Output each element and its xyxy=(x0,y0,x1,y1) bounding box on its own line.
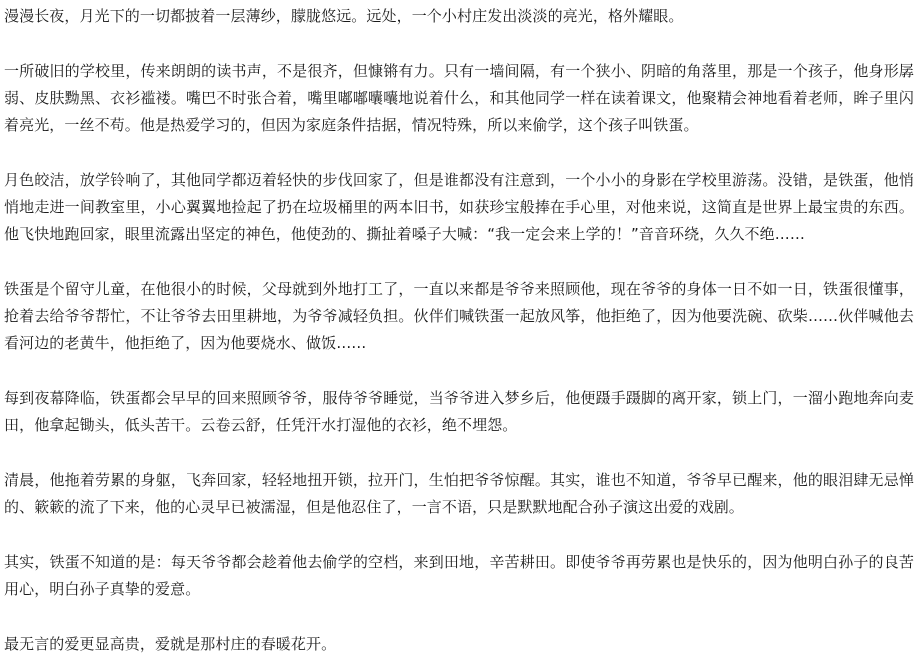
paragraph-4: 铁蛋是个留守儿童，在他很小的时候，父母就到外地打工了，一直以来都是爷爷来照顾他，现在爷爷的身体一日不如一日，铁蛋很懂事，抢着去给爷爷帮忙，不让爷爷去田里耕地，为爷爷减轻负担。伙伴们喊铁蛋一起放风筝，他拒绝了，因为他要洗碗、砍柴……伙伴喊他去看河边的老黄牛，他拒绝了，因为他要烧水、做饭…… xyxy=(4,280,914,352)
paragraph-gap xyxy=(4,521,914,549)
paragraph-7: 其实，铁蛋不知道的是：每天爷爷都会趁着他去偷学的空档，来到田地，辛苦耕田。即使爷爷再劳累也是快乐的，因为他明白孙子的良苦用心，明白孙子真挚的爱意。 xyxy=(4,553,914,598)
paragraph-gap xyxy=(4,439,914,467)
article-body xyxy=(4,0,914,658)
paragraph-8: 最无言的爱更显高贵，爱就是那村庄的春暖花开。 xyxy=(4,635,337,653)
paragraph-gap xyxy=(4,357,914,385)
paragraph-3: 月色皎洁，放学铃响了，其他同学都迈着轻快的步伐回家了，但是谁都没有注意到，一个小小的身影在学校里游荡。没错，是铁蛋，他悄悄地走进一间教室里，小心翼翼地捡起了扔在垃圾桶里的两本旧书，如获珍宝般捧在手心里，对他来说，这简直是世界上最宝贵的东西。他飞快地跑回家，眼里流露出坚定的神色，他使劲的、撕扯着嗓子大喊：“我一定会来上学的！”音音环绕，久久不绝…… xyxy=(4,171,914,243)
paragraph-1: 漫漫长夜，月光下的一切都披着一层薄纱，朦胧悠远。远处，一个小村庄发出淡淡的亮光，格外耀眼。 xyxy=(4,7,684,25)
paragraph-2: 一所破旧的学校里，传来朗朗的读书声，不是很齐，但慷锵有力。只有一墙间隔，有一个狭小、阴暗的角落里，那是一个孩子，他身形孱弱、皮肤黝黑、衣衫褴褛。嘴巴不时张合着，嘴里嘟嘟囔囔地说着什么，和其他同学一样在读着课文，他聚精会神地看着老师，眸子里闪着亮光，一丝不苟。他是热爱学习的，但因为家庭条件拮据，情况特殊，所以来偷学，这个孩子叫铁蛋。 xyxy=(4,62,914,134)
paragraph-gap xyxy=(4,139,914,167)
paragraph-6: 清晨，他拖着劳累的身躯，飞奔回家，轻轻地扭开锁，拉开门，生怕把爷爷惊醒。其实，谁也不知道，爷爷早已醒来，他的眼泪肆无忌惮的、簌簌的流了下来，他的心灵早已被濡湿，但是他忍住了，一言不语，只是默默地配合孙子演这出爱的戏剧。 xyxy=(4,471,914,516)
paragraph-gap xyxy=(4,248,914,276)
paragraph-gap xyxy=(4,30,914,58)
paragraph-gap xyxy=(4,603,914,631)
paragraph-5: 每到夜幕降临，铁蛋都会早早的回来照顾爷爷，服侍爷爷睡觉，当爷爷进入梦乡后，他便蹑手蹑脚的离开家，锁上门，一溜小跑地奔向麦田，他拿起锄头，低头苦干。云卷云舒，任凭汗水打湿他的衣衫，绝不埋怨。 xyxy=(4,389,914,434)
